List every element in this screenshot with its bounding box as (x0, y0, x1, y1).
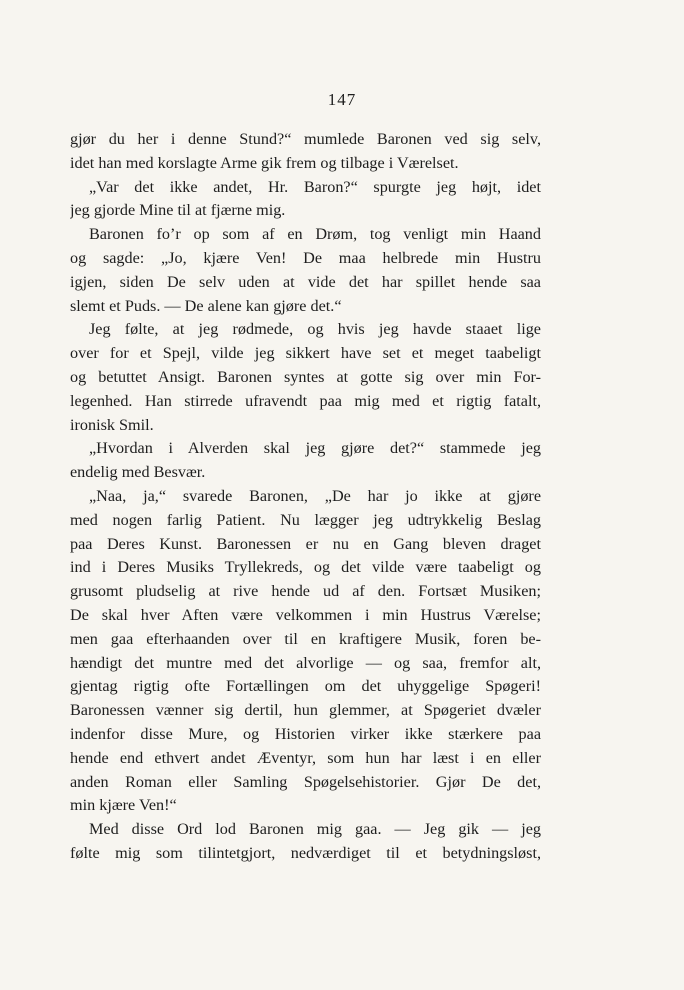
text-line: paa Deres Kunst. Baronessen er nu en Gang bleven draget (70, 534, 541, 553)
text-line: og sagde: „Jo, kjære Ven! De maa helbrede min Hustru (70, 248, 541, 267)
text-line: hændigt det muntre med det alvorlige — og saa, fremfor alt, (70, 653, 541, 672)
page-number: 147 (327, 90, 357, 109)
text-line: anden Roman eller Samling Spøgelsehistorier. Gjør De det, (70, 772, 541, 791)
text-line: ind i Deres Musiks Tryllekreds, og det vilde være taabeligt og (70, 558, 541, 577)
text-line: igjen, siden De selv uden at vide det har spillet hende saa (70, 272, 541, 291)
text-line: gjør du her i denne Stund?“ mumlede Baronen ved sig selv, (70, 130, 541, 148)
text-line: med nogen farlig Patient. Nu lægger jeg udtrykkelig Beslag (70, 510, 541, 529)
text-line: Jeg følte, at jeg rødmede, og hvis jeg havde staaet lige (89, 320, 541, 339)
text-line: „Var det ikke andet, Hr. Baron?“ spurgte jeg højt, idet (89, 177, 541, 196)
text-line: slemt et Puds. — De alene kan gjøre det.“ (70, 296, 342, 315)
text-line: hende end ethvert andet Æventyr, som hun har læst i en eller (70, 748, 541, 767)
text-line: idet han med korslagte Arme gik frem og tilbage i Værelset. (70, 153, 459, 172)
text-line: „Naa, ja,“ svarede Baronen, „De har jo ikke at gjøre (89, 486, 541, 505)
text-line: min kjære Ven!“ (70, 796, 177, 815)
text-line: indenfor disse Mure, og Historien virker ikke stærkere paa (70, 724, 541, 743)
text-line: gjentag rigtig ofte Fortællingen om det uhyggelige Spøgeri! (70, 677, 541, 696)
text-line: Baronessen vænner sig dertil, hun glemmer, at Spøgeriet dvæler (70, 701, 541, 720)
text-line: jeg gjorde Mine til at fjærne mig. (70, 201, 286, 220)
text-line: følte mig som tilintetgjort, nedværdiget til et betydningsløst, (70, 843, 541, 862)
text-line: og betuttet Ansigt. Baronen syntes at gotte sig over min For- (70, 367, 541, 386)
text-line: ironisk Smil. (70, 415, 154, 434)
text-line: Med disse Ord lod Baronen mig gaa. — Jeg gik — jeg (89, 820, 541, 839)
text-line: De skal hver Aften være velkommen i min Hustrus Værelse; (70, 605, 541, 624)
text-line: Baronen fo’r op som af en Drøm, tog venligt min Haand (89, 225, 541, 244)
body-text (70, 128, 541, 866)
text-line: men gaa efterhaanden over til en kraftigere Musik, foren be- (70, 629, 541, 648)
text-line: „Hvordan i Alverden skal jeg gjøre det?“ stammede jeg (89, 439, 541, 458)
text-line: over for et Spejl, vilde jeg sikkert have set et meget taabeligt (70, 344, 541, 363)
text-line: grusomt pludselig at rive hende ud af den. Fortsæt Musiken; (70, 582, 541, 601)
text-line: endelig med Besvær. (70, 463, 206, 482)
text-line: legenhed. Han stirrede ufravendt paa mig med et rigtig fatalt, (70, 391, 541, 410)
